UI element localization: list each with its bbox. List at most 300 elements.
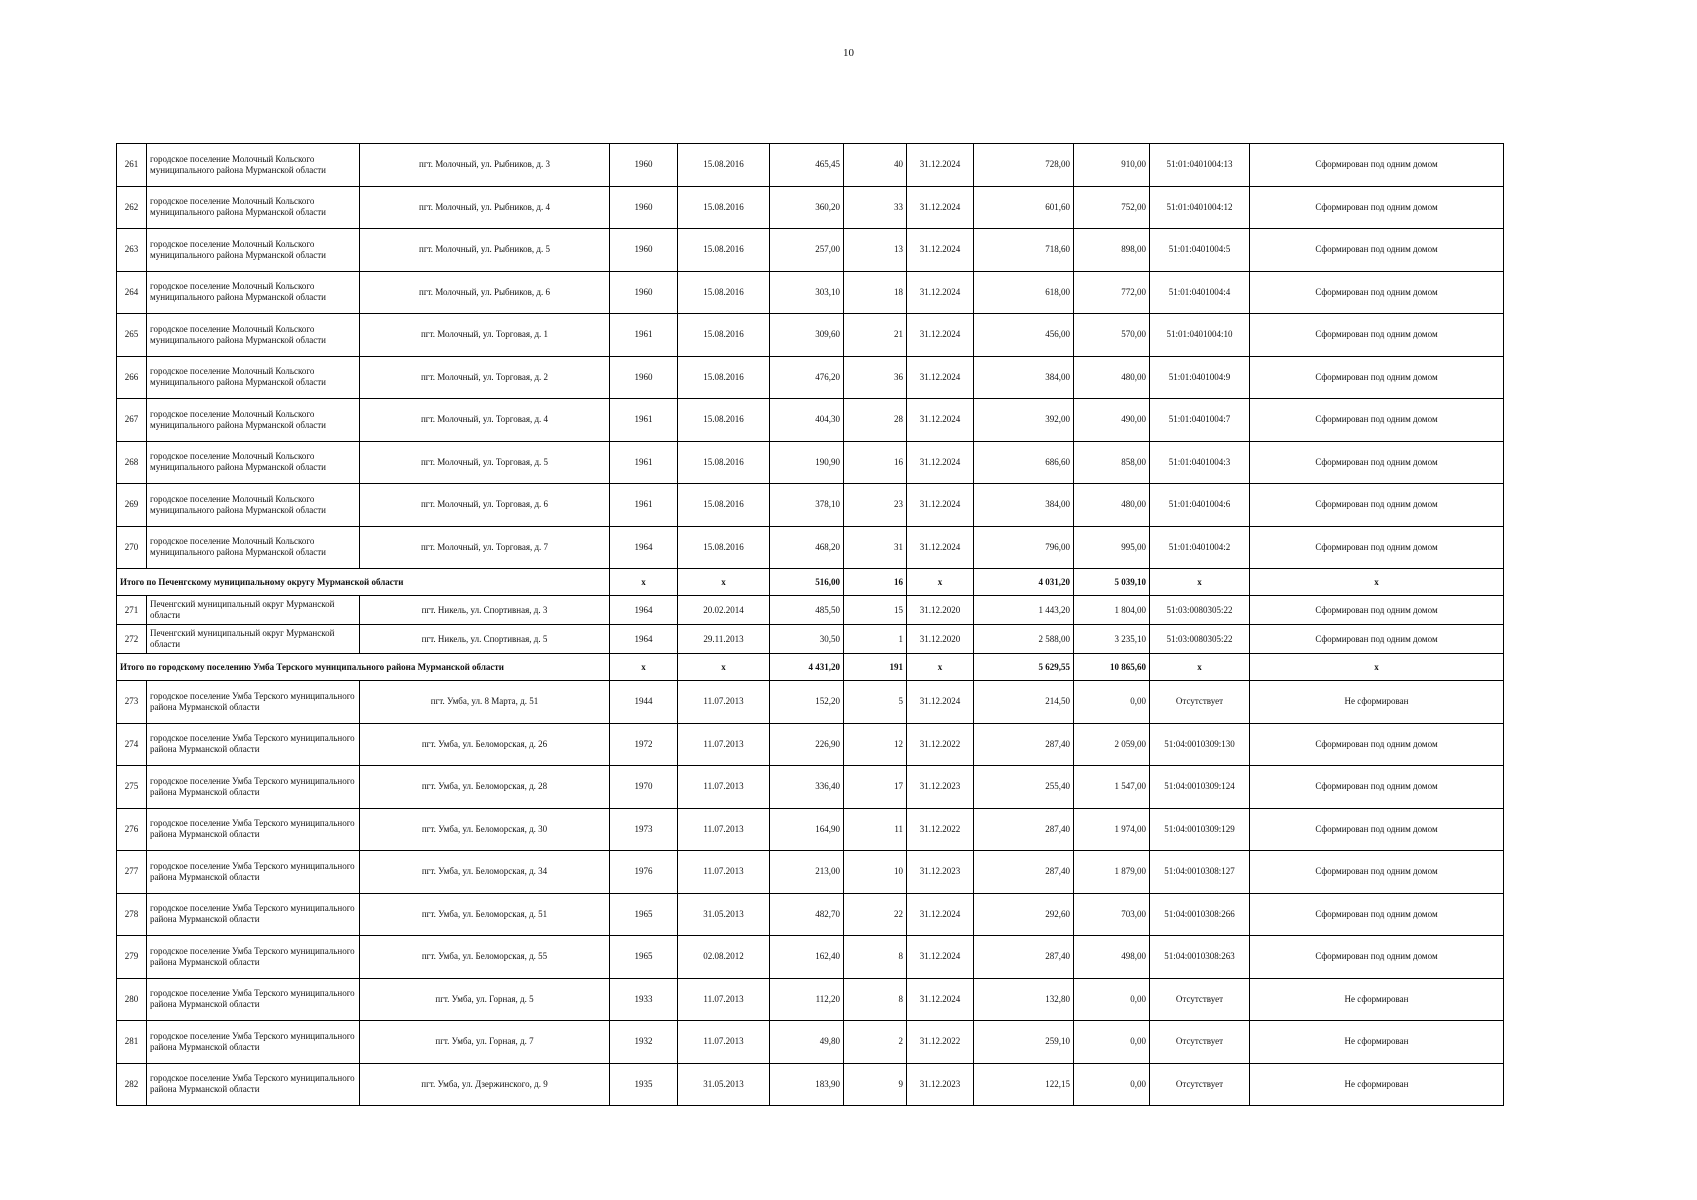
status-cell: Сформирован под одним домом [1250,186,1504,229]
address-cell: пгт. Умба, ул. Горная, д. 7 [360,1021,610,1064]
area-cell: 378,10 [770,484,844,527]
land-area-cell: 392,00 [974,399,1074,442]
row-number: 263 [117,229,147,272]
land-area2-cell: 752,00 [1074,186,1150,229]
area-cell: 213,00 [770,851,844,894]
land-area2-cell: 498,00 [1074,936,1150,979]
land-area-cell: 718,60 [974,229,1074,272]
deadline-cell: 31.12.2022 [907,1021,974,1064]
date-cell: 11.07.2013 [678,978,770,1021]
area-cell: 49,80 [770,1021,844,1064]
date-cell: 15.08.2016 [678,229,770,272]
table-row [117,399,1504,442]
municipality-cell: городское поселение Умба Терского муниципального района Мурманской области [147,1021,360,1064]
row-number: 278 [117,893,147,936]
land-area-cell: 5 629,55 [974,654,1074,681]
land-area-cell: 259,10 [974,1021,1074,1064]
year-cell: 1960 [610,271,678,314]
deadline-cell: 31.12.2024 [907,681,974,724]
residents-cell: 22 [844,893,907,936]
cadastral-cell: 51:01:0401004:4 [1150,271,1250,314]
date-cell: 31.05.2013 [678,1063,770,1106]
cadastral-cell: 51:01:0401004:7 [1150,399,1250,442]
address-cell: пгт. Молочный, ул. Торговая, д. 1 [360,314,610,357]
municipality-cell: городское поселение Молочный Кольского муниципального района Мурманской области [147,271,360,314]
deadline-cell: 31.12.2020 [907,625,974,654]
date-cell: 15.08.2016 [678,526,770,569]
land-area-cell: 255,40 [974,766,1074,809]
row-number: 275 [117,766,147,809]
status-cell: Сформирован под одним домом [1250,596,1504,625]
table-row [117,356,1504,399]
municipality-cell: городское поселение Молочный Кольского муниципального района Мурманской области [147,356,360,399]
table-row [117,186,1504,229]
row-number: 262 [117,186,147,229]
deadline-cell: 31.12.2023 [907,766,974,809]
cadastral-cell: 51:04:0010309:130 [1150,723,1250,766]
cadastral-cell: Отсутствует [1150,1063,1250,1106]
land-area2-cell: 910,00 [1074,144,1150,187]
year-cell: 1965 [610,936,678,979]
municipality-cell: городское поселение Умба Терского муниципального района Мурманской области [147,851,360,894]
municipality-cell: городское поселение Молочный Кольского муниципального района Мурманской области [147,526,360,569]
address-cell: пгт. Молочный, ул. Торговая, д. 4 [360,399,610,442]
cadastral-cell: 51:03:0080305:22 [1150,596,1250,625]
table-row [117,893,1504,936]
cadastral-cell: 51:01:0401004:10 [1150,314,1250,357]
status-cell: Сформирован под одним домом [1250,399,1504,442]
status-cell: Сформирован под одним домом [1250,893,1504,936]
date-cell: 15.08.2016 [678,271,770,314]
date-cell: 15.08.2016 [678,399,770,442]
row-number: 276 [117,808,147,851]
deadline-cell: 31.12.2024 [907,144,974,187]
land-area2-cell: 772,00 [1074,271,1150,314]
status-cell: Сформирован под одним домом [1250,625,1504,654]
residents-cell: 16 [844,441,907,484]
area-cell: 516,00 [770,569,844,596]
cadastral-cell: 51:01:0401004:6 [1150,484,1250,527]
address-cell: пгт. Умба, ул. Дзержинского, д. 9 [360,1063,610,1106]
row-number: 279 [117,936,147,979]
date-cell: 15.08.2016 [678,186,770,229]
address-cell: пгт. Никель, ул. Спортивная, д. 5 [360,625,610,654]
land-area-cell: 686,60 [974,441,1074,484]
municipality-cell: городское поселение Молочный Кольского муниципального района Мурманской области [147,144,360,187]
address-cell: пгт. Никель, ул. Спортивная, д. 3 [360,596,610,625]
table-row [117,851,1504,894]
land-area2-cell: 858,00 [1074,441,1150,484]
municipality-cell: городское поселение Молочный Кольского муниципального района Мурманской области [147,186,360,229]
land-area-cell: 292,60 [974,893,1074,936]
land-area-cell: 287,40 [974,808,1074,851]
land-area-cell: 2 588,00 [974,625,1074,654]
date-cell: 15.08.2016 [678,356,770,399]
municipality-cell: городское поселение Умба Терского муниципального района Мурманской области [147,893,360,936]
address-cell: пгт. Умба, ул. Беломорская, д. 34 [360,851,610,894]
deadline-cell: 31.12.2024 [907,484,974,527]
municipality-cell: городское поселение Умба Терского муниципального района Мурманской области [147,723,360,766]
land-area-cell: 214,50 [974,681,1074,724]
cadastral-cell: 51:04:0010309:124 [1150,766,1250,809]
cadastral-cell: Отсутствует [1150,978,1250,1021]
municipality-cell: городское поселение Умба Терского муниципального района Мурманской области [147,936,360,979]
year-cell: 1972 [610,723,678,766]
area-cell: 476,20 [770,356,844,399]
land-area-cell: 384,00 [974,484,1074,527]
deadline-cell: 31.12.2024 [907,356,974,399]
cadastral-cell: 51:01:0401004:9 [1150,356,1250,399]
year-cell: 1960 [610,356,678,399]
area-cell: 190,90 [770,441,844,484]
subtotal-label: Итого по городскому поселению Умба Терского муниципального района Мурманской области [117,654,610,681]
table-row [117,229,1504,272]
date-cell: 31.05.2013 [678,893,770,936]
subtotal-row [117,569,1504,596]
deadline-cell: 31.12.2024 [907,893,974,936]
residents-cell: 28 [844,399,907,442]
area-cell: 30,50 [770,625,844,654]
area-cell: 4 431,20 [770,654,844,681]
area-cell: 360,20 [770,186,844,229]
address-cell: пгт. Молочный, ул. Рыбников, д. 4 [360,186,610,229]
area-cell: 162,40 [770,936,844,979]
land-area2-cell: 480,00 [1074,356,1150,399]
area-cell: 468,20 [770,526,844,569]
row-number: 268 [117,441,147,484]
municipality-cell: городское поселение Молочный Кольского муниципального района Мурманской области [147,399,360,442]
municipality-cell: городское поселение Умба Терского муниципального района Мурманской области [147,808,360,851]
municipality-cell: городское поселение Молочный Кольского муниципального района Мурманской области [147,314,360,357]
table-row [117,441,1504,484]
table-row [117,978,1504,1021]
cadastral-cell: 51:04:0010308:127 [1150,851,1250,894]
year-cell: 1961 [610,399,678,442]
deadline-cell: 31.12.2024 [907,978,974,1021]
address-cell: пгт. Молочный, ул. Рыбников, д. 3 [360,144,610,187]
address-cell: пгт. Умба, ул. Горная, д. 5 [360,978,610,1021]
area-cell: 404,30 [770,399,844,442]
deadline-cell: x [907,654,974,681]
deadline-cell: 31.12.2024 [907,229,974,272]
residents-cell: 10 [844,851,907,894]
deadline-cell: 31.12.2022 [907,808,974,851]
land-area-cell: 132,80 [974,978,1074,1021]
land-area-cell: 728,00 [974,144,1074,187]
area-cell: 152,20 [770,681,844,724]
year-cell: 1964 [610,596,678,625]
municipality-cell: городское поселение Умба Терского муниципального района Мурманской области [147,766,360,809]
table-row [117,526,1504,569]
year-cell: x [610,569,678,596]
land-area2-cell: 3 235,10 [1074,625,1150,654]
land-area2-cell: 1 879,00 [1074,851,1150,894]
row-number: 273 [117,681,147,724]
area-cell: 482,70 [770,893,844,936]
table-row [117,681,1504,724]
residents-cell: 33 [844,186,907,229]
table-row [117,766,1504,809]
address-cell: пгт. Умба, ул. 8 Марта, д. 51 [360,681,610,724]
residents-cell: 36 [844,356,907,399]
year-cell: 1932 [610,1021,678,1064]
table-row [117,144,1504,187]
residents-cell: 16 [844,569,907,596]
land-area2-cell: 1 804,00 [1074,596,1150,625]
date-cell: 15.08.2016 [678,484,770,527]
municipality-cell: городское поселение Молочный Кольского муниципального района Мурманской области [147,484,360,527]
date-cell: 11.07.2013 [678,681,770,724]
date-cell: 02.08.2012 [678,936,770,979]
status-cell: Сформирован под одним домом [1250,144,1504,187]
residents-cell: 15 [844,596,907,625]
row-number: 280 [117,978,147,1021]
page-number: 10 [843,47,854,59]
area-cell: 164,90 [770,808,844,851]
municipality-cell: городское поселение Умба Терского муниципального района Мурманской области [147,978,360,1021]
address-cell: пгт. Умба, ул. Беломорская, д. 26 [360,723,610,766]
year-cell: 1933 [610,978,678,1021]
status-cell: Сформирован под одним домом [1250,723,1504,766]
cadastral-cell: 51:01:0401004:2 [1150,526,1250,569]
residents-cell: 1 [844,625,907,654]
year-cell: 1960 [610,186,678,229]
address-cell: пгт. Молочный, ул. Торговая, д. 2 [360,356,610,399]
land-area-cell: 287,40 [974,723,1074,766]
row-number: 265 [117,314,147,357]
status-cell: Сформирован под одним домом [1250,484,1504,527]
area-cell: 226,90 [770,723,844,766]
land-area-cell: 287,40 [974,851,1074,894]
deadline-cell: 31.12.2024 [907,441,974,484]
municipality-cell: городское поселение Умба Терского муниципального района Мурманской области [147,681,360,724]
status-cell: Сформирован под одним домом [1250,526,1504,569]
land-area2-cell: 490,00 [1074,399,1150,442]
table-row [117,1021,1504,1064]
cadastral-cell: 51:01:0401004:3 [1150,441,1250,484]
cadastral-cell: x [1150,569,1250,596]
cadastral-cell: 51:01:0401004:5 [1150,229,1250,272]
deadline-cell: 31.12.2024 [907,314,974,357]
residents-cell: 8 [844,978,907,1021]
municipality-cell: Печенгский муниципальный округ Мурманской области [147,625,360,654]
land-area2-cell: 2 059,00 [1074,723,1150,766]
land-area2-cell: 5 039,10 [1074,569,1150,596]
table-row [117,314,1504,357]
row-number: 271 [117,596,147,625]
cadastral-cell: 51:04:0010308:263 [1150,936,1250,979]
year-cell: 1961 [610,484,678,527]
land-area-cell: 618,00 [974,271,1074,314]
land-area-cell: 456,00 [974,314,1074,357]
row-number: 266 [117,356,147,399]
area-cell: 336,40 [770,766,844,809]
year-cell: 1964 [610,526,678,569]
date-cell: x [678,654,770,681]
year-cell: 1944 [610,681,678,724]
table-row [117,808,1504,851]
table-row [117,936,1504,979]
date-cell: 29.11.2013 [678,625,770,654]
cadastral-cell: 51:01:0401004:12 [1150,186,1250,229]
deadline-cell: 31.12.2022 [907,723,974,766]
municipality-cell: городское поселение Молочный Кольского муниципального района Мурманской области [147,441,360,484]
deadline-cell: 31.12.2024 [907,186,974,229]
year-cell: 1965 [610,893,678,936]
status-cell: x [1250,569,1504,596]
land-area2-cell: 995,00 [1074,526,1150,569]
row-number: 269 [117,484,147,527]
address-cell: пгт. Умба, ул. Беломорская, д. 55 [360,936,610,979]
cadastral-cell: 51:04:0010309:129 [1150,808,1250,851]
cadastral-cell: x [1150,654,1250,681]
land-area-cell: 384,00 [974,356,1074,399]
land-area-cell: 796,00 [974,526,1074,569]
status-cell: Сформирован под одним домом [1250,936,1504,979]
year-cell: x [610,654,678,681]
date-cell: 11.07.2013 [678,723,770,766]
land-area2-cell: 10 865,60 [1074,654,1150,681]
date-cell: 20.02.2014 [678,596,770,625]
table-row [117,484,1504,527]
date-cell: 15.08.2016 [678,144,770,187]
area-cell: 112,20 [770,978,844,1021]
residents-cell: 13 [844,229,907,272]
address-cell: пгт. Умба, ул. Беломорская, д. 28 [360,766,610,809]
subtotal-label: Итого по Печенгскому муниципальному округу Мурманской области [117,569,610,596]
land-area2-cell: 0,00 [1074,1021,1150,1064]
year-cell: 1935 [610,1063,678,1106]
land-area-cell: 4 031,20 [974,569,1074,596]
deadline-cell: 31.12.2024 [907,936,974,979]
table-body [117,144,1504,1106]
row-number: 274 [117,723,147,766]
year-cell: 1973 [610,808,678,851]
row-number: 282 [117,1063,147,1106]
municipality-cell: городское поселение Умба Терского муниципального района Мурманской области [147,1063,360,1106]
row-number: 281 [117,1021,147,1064]
year-cell: 1970 [610,766,678,809]
cadastral-cell: 51:03:0080305:22 [1150,625,1250,654]
municipality-cell: Печенгский муниципальный округ Мурманской области [147,596,360,625]
date-cell: 11.07.2013 [678,1021,770,1064]
residents-cell: 11 [844,808,907,851]
status-cell: Сформирован под одним домом [1250,271,1504,314]
area-cell: 303,10 [770,271,844,314]
cadastral-cell: 51:01:0401004:13 [1150,144,1250,187]
row-number: 277 [117,851,147,894]
deadline-cell: 31.12.2023 [907,851,974,894]
deadline-cell: 31.12.2020 [907,596,974,625]
table-row [117,625,1504,654]
residents-cell: 18 [844,271,907,314]
residents-cell: 8 [844,936,907,979]
residents-cell: 31 [844,526,907,569]
status-cell: Не сформирован [1250,1063,1504,1106]
address-cell: пгт. Молочный, ул. Торговая, д. 5 [360,441,610,484]
status-cell: Сформирован под одним домом [1250,314,1504,357]
land-area2-cell: 1 974,00 [1074,808,1150,851]
status-cell: Сформирован под одним домом [1250,229,1504,272]
land-area2-cell: 1 547,00 [1074,766,1150,809]
land-area2-cell: 703,00 [1074,893,1150,936]
year-cell: 1961 [610,441,678,484]
municipality-cell: городское поселение Молочный Кольского муниципального района Мурманской области [147,229,360,272]
area-cell: 183,90 [770,1063,844,1106]
residents-cell: 40 [844,144,907,187]
deadline-cell: 31.12.2024 [907,526,974,569]
address-cell: пгт. Молочный, ул. Торговая, д. 6 [360,484,610,527]
deadline-cell: 31.12.2023 [907,1063,974,1106]
table-row [117,723,1504,766]
table-row [117,596,1504,625]
residents-cell: 23 [844,484,907,527]
residents-cell: 12 [844,723,907,766]
status-cell: Сформирован под одним домом [1250,808,1504,851]
cadastral-cell: 51:04:0010308:266 [1150,893,1250,936]
year-cell: 1960 [610,144,678,187]
housing-register-table [116,143,1504,1106]
status-cell: Не сформирован [1250,681,1504,724]
residents-cell: 9 [844,1063,907,1106]
year-cell: 1976 [610,851,678,894]
year-cell: 1961 [610,314,678,357]
land-area2-cell: 480,00 [1074,484,1150,527]
deadline-cell: 31.12.2024 [907,399,974,442]
land-area-cell: 122,15 [974,1063,1074,1106]
status-cell: Не сформирован [1250,978,1504,1021]
address-cell: пгт. Умба, ул. Беломорская, д. 30 [360,808,610,851]
deadline-cell: x [907,569,974,596]
status-cell: Сформирован под одним домом [1250,356,1504,399]
row-number: 272 [117,625,147,654]
land-area2-cell: 0,00 [1074,681,1150,724]
cadastral-cell: Отсутствует [1150,681,1250,724]
area-cell: 309,60 [770,314,844,357]
status-cell: x [1250,654,1504,681]
area-cell: 485,50 [770,596,844,625]
land-area-cell: 287,40 [974,936,1074,979]
row-number: 270 [117,526,147,569]
deadline-cell: 31.12.2024 [907,271,974,314]
row-number: 267 [117,399,147,442]
area-cell: 257,00 [770,229,844,272]
land-area2-cell: 0,00 [1074,1063,1150,1106]
area-cell: 465,45 [770,144,844,187]
date-cell: x [678,569,770,596]
residents-cell: 21 [844,314,907,357]
land-area-cell: 601,60 [974,186,1074,229]
address-cell: пгт. Умба, ул. Беломорская, д. 51 [360,893,610,936]
date-cell: 11.07.2013 [678,808,770,851]
residents-cell: 2 [844,1021,907,1064]
status-cell: Не сформирован [1250,1021,1504,1064]
address-cell: пгт. Молочный, ул. Рыбников, д. 6 [360,271,610,314]
land-area2-cell: 570,00 [1074,314,1150,357]
status-cell: Сформирован под одним домом [1250,441,1504,484]
row-number: 264 [117,271,147,314]
address-cell: пгт. Молочный, ул. Торговая, д. 7 [360,526,610,569]
table-row [117,271,1504,314]
year-cell: 1964 [610,625,678,654]
date-cell: 15.08.2016 [678,441,770,484]
land-area2-cell: 898,00 [1074,229,1150,272]
residents-cell: 5 [844,681,907,724]
status-cell: Сформирован под одним домом [1250,851,1504,894]
date-cell: 11.07.2013 [678,766,770,809]
cadastral-cell: Отсутствует [1150,1021,1250,1064]
table-row [117,1063,1504,1106]
